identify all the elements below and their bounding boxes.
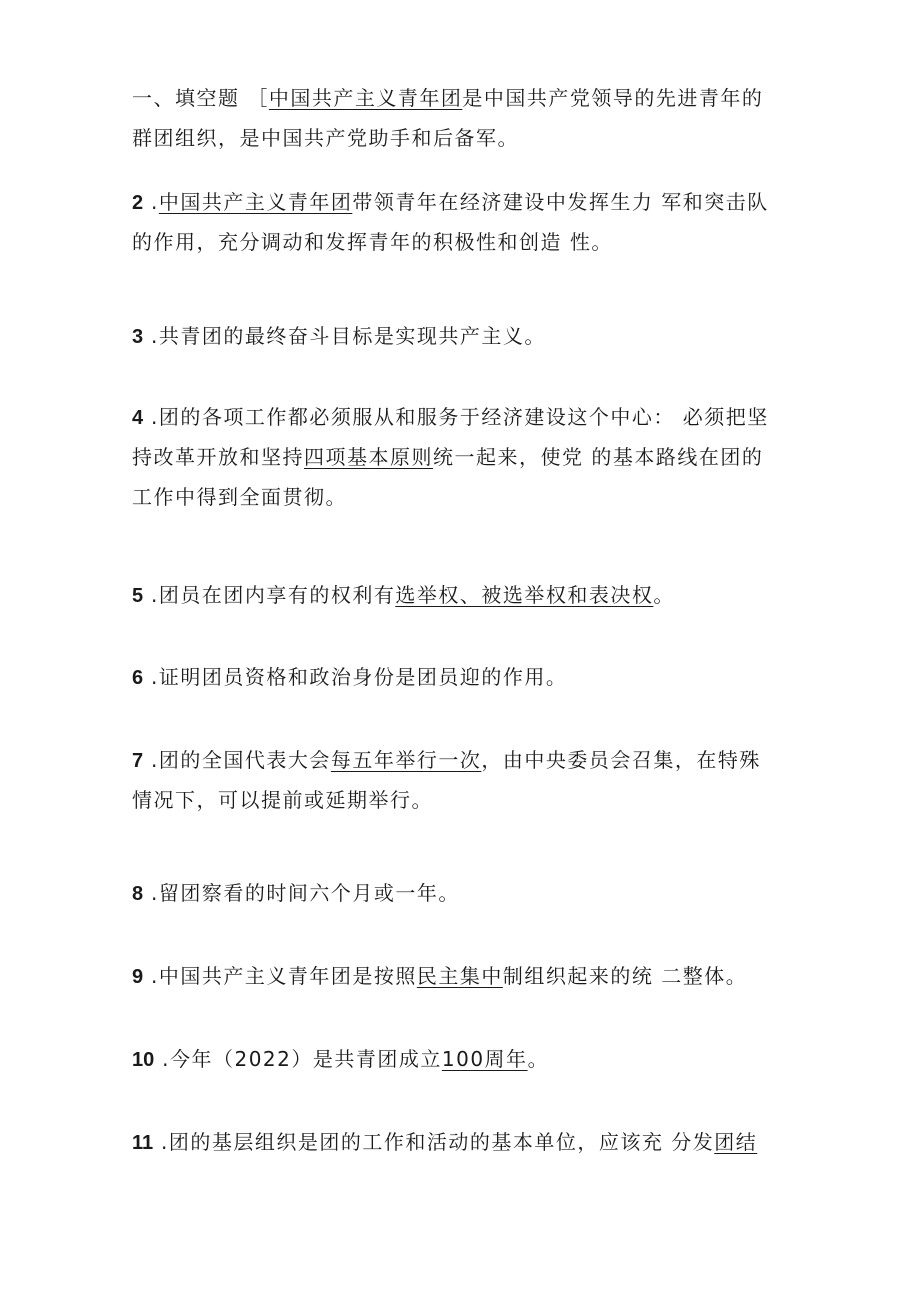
question-number: 8 <box>132 883 144 905</box>
text-run: 统一起来，使党 的基本路线在团的 <box>433 445 764 469</box>
text-run: 制组织起来的统 二整体。 <box>502 964 748 988</box>
text-run: 。 <box>527 1047 550 1071</box>
text-run: .团的基层组织是团的工作和活动的基本单位，应该充 分发 <box>153 1130 715 1154</box>
text-run: ，由中央委员会召集，在特殊 <box>481 748 761 772</box>
line <box>132 182 792 222</box>
line <box>132 780 792 820</box>
underlined-text: 选举权、被选举权和表决权 <box>395 583 654 607</box>
question-number: 4 <box>132 407 144 429</box>
line <box>132 316 792 356</box>
line <box>132 1122 792 1162</box>
question-8 <box>132 873 792 913</box>
text-run: 的作用，充分调动和发挥青年的积极性和创造 性。 <box>132 230 613 254</box>
question-number: 3 <box>132 326 144 348</box>
text-run: .共青团的最终奋斗目标是实现共产主义。 <box>143 324 546 348</box>
text-run: 。 <box>653 583 675 607</box>
line <box>132 118 792 158</box>
question-number: 11 <box>132 1132 154 1154</box>
line <box>132 956 792 996</box>
underlined-text: 100周年 <box>441 1047 528 1071</box>
text-run: 带领青年在经济建设中发挥生力 军和突击队 <box>352 190 769 214</box>
text-run: .证明团员资格和政治身份是团员迎的作用。 <box>143 665 568 689</box>
question-number: 9 <box>132 966 144 988</box>
line <box>132 740 792 780</box>
line <box>132 873 792 913</box>
text-run: .今年（2022）是共青团成立 <box>154 1047 442 1071</box>
text-run: .中国共产主义青年团是按照 <box>143 964 417 988</box>
underlined-text: 四项基本原则 <box>304 445 433 469</box>
underlined-text: 民主集中 <box>416 964 503 988</box>
question-number: 6 <box>132 667 144 689</box>
underlined-text: 每五年举行一次 <box>330 748 482 772</box>
text-run: 一、填空题 <box>132 86 248 110</box>
line <box>132 78 792 118</box>
line <box>132 397 792 437</box>
underlined-text: 中国共产主义青年团 <box>158 190 353 214</box>
text-run: 情况下，可以提前或延期举行。 <box>132 788 433 812</box>
line <box>132 1039 792 1079</box>
line <box>132 657 792 697</box>
text-run: .团的全国代表大会 <box>143 748 331 772</box>
question-5 <box>132 575 792 615</box>
text-run: .团员在团内享有的权利有 <box>143 583 396 607</box>
text-run: .团的各项工作都必须服从和服务于经济建设这个中心： 必须把坚 <box>143 405 769 429</box>
paragraph-1 <box>132 78 792 158</box>
underlined-text: 团结 <box>714 1130 758 1154</box>
underlined-text: 中国共产主义青年团 <box>268 86 463 110</box>
text-run: .留团察看的时间六个月或一年。 <box>143 881 460 905</box>
text-run: ［ <box>247 86 269 110</box>
question-4 <box>132 397 792 517</box>
question-number: 10 <box>132 1049 155 1071</box>
question-number: 5 <box>132 585 144 607</box>
line <box>132 437 792 477</box>
text-run: 持改革开放和坚持 <box>132 445 304 469</box>
text-run: . <box>143 190 159 214</box>
line <box>132 575 792 615</box>
question-2 <box>132 182 792 262</box>
question-11 <box>132 1122 792 1162</box>
question-number: 2 <box>132 192 144 214</box>
text-run: 工作中得到全面贯彻。 <box>132 485 347 509</box>
line <box>132 222 792 262</box>
question-3 <box>132 316 792 356</box>
question-7 <box>132 740 792 820</box>
question-9 <box>132 956 792 996</box>
question-number: 7 <box>132 750 144 772</box>
text-run: 是中国共产党领导的先进青年的 <box>462 86 764 110</box>
line <box>132 477 792 517</box>
question-6 <box>132 657 792 697</box>
text-run: 群团组织，是中国共产党助手和后备军。 <box>132 126 519 150</box>
question-10 <box>132 1039 792 1079</box>
